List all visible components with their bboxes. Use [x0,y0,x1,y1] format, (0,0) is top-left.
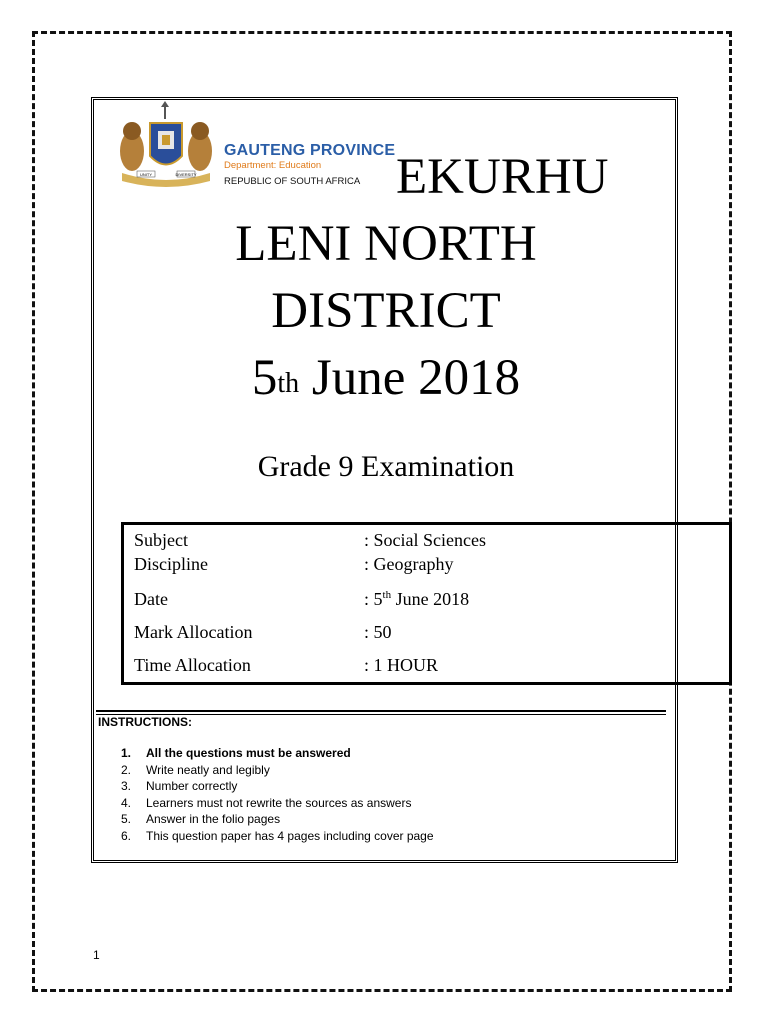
detail-label-time: Time Allocation [134,655,251,675]
province-name: GAUTENG PROVINCE [224,142,396,159]
detail-label-discipline: Discipline [134,554,208,574]
detail-value-date: : 5th June 2018 [364,589,470,609]
instruction-item: 5. Answer in the folio pages [121,812,281,826]
logo-text [224,142,400,188]
district-title-line-2: LENI NORTH [235,216,537,272]
motto-diversity: DIVERSITY [175,172,197,177]
detail-value-discipline: : Geography [364,554,454,574]
detail-label-subject: Subject [134,530,188,550]
instructions-list [121,745,434,844]
instruction-item: 4. Learners must not rewrite the sources as answers [121,795,412,810]
country-name: REPUBLIC OF SOUTH AFRICA [224,176,361,187]
department-name: Department: Education [224,160,322,171]
detail-value-time: : 1 HOUR [364,655,439,675]
instructions-heading: INSTRUCTIONS: [98,715,192,729]
date-suffix: th [277,368,300,399]
exam-details-box [121,522,732,685]
divider-top [96,710,666,712]
detail-label-marks: Mark Allocation [134,622,253,642]
instruction-item: 3. Number correctly [121,779,238,793]
district-title-line-1: EKURHU [396,149,609,205]
instruction-item: 1. All the questions must be answered [121,746,351,760]
date-day: 5 [251,350,278,406]
detail-value-marks: : 50 [364,622,392,642]
exam-date-heading [96,347,676,409]
coat-of-arms-icon [112,101,222,193]
detail-value-subject: : Social Sciences [364,530,486,550]
district-title-line-3: DISTRICT [271,283,501,339]
motto-unity: UNITY [140,172,152,177]
instruction-item: 6. This question paper has 4 pages including cover page [121,828,434,843]
detail-label-date: Date [134,589,168,609]
date-rest: June 2018 [299,350,521,406]
instruction-item: 2. Write neatly and legibly [121,762,270,777]
page-number: 1 [93,948,100,962]
exam-title: Grade 9 Examination [257,450,515,483]
